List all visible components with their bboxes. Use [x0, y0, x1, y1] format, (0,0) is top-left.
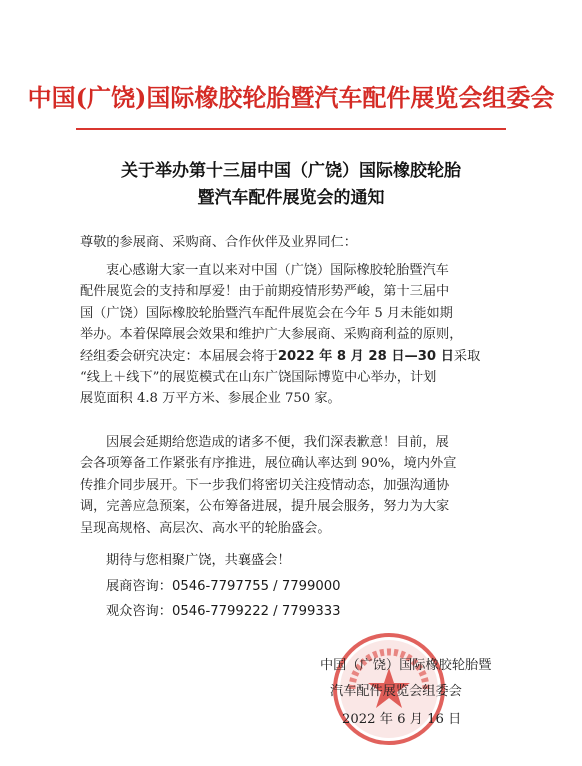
p2-line: 传推介同步展开。下一步我们将密切关注疫情动态，加强沟通协 [80, 477, 450, 493]
p1-line: 配件展览会的支持和厚爱！由于前期疫情形势严峻，第十三届中 [80, 284, 450, 300]
p1-line: 举办。本着保障展会效果和维护广大参展商、采购商利益的原则， [80, 327, 463, 343]
p2-line: 因展会延期给您造成的诸多不便，我们深表歉意！目前，展 [106, 435, 449, 450]
p2-line: 会各项筹备工作紧张有序推进，展位确认率达到 90%，境内外宣 [80, 456, 457, 472]
exhibitor-contact-phone: 0546-7797755 / 7799000 [171, 579, 341, 594]
visitor-contact [106, 601, 341, 622]
p2-line: 调，完善应急预案，公布筹备进展，提升展会服务，努力为大家 [80, 499, 450, 515]
signature-date: 2022 年 6 月 16 日 [342, 712, 462, 727]
header-divider [76, 128, 506, 130]
notice-title-line-1: 关于举办第十三届中国（广饶）国际橡胶轮胎 [121, 161, 461, 181]
p1-line: 国（广饶）国际橡胶轮胎暨汽车配件展览会在今年 5 月未能如期 [80, 305, 453, 321]
p1-line: 展览面积 4.8 万平方米、参展企业 750 家。 [80, 391, 341, 407]
p1-line: 经组委会研究决定：本届展会将于 [80, 348, 278, 364]
exhibitor-contact-label: 展商咨询： [106, 579, 172, 594]
visitor-contact-phone: 0546-7799222 / 7799333 [171, 604, 341, 619]
visitor-contact-label: 观众咨询： [106, 604, 172, 619]
organizer-header: 中国(广饶)国际橡胶轮胎暨汽车配件展览会组委会 [27, 83, 555, 112]
salutation-text: 尊敬的参展商、采购商、合作伙伴及业界同仁： [80, 235, 357, 250]
paragraph-1 [80, 260, 510, 410]
signature-organizer-line-1: 中国（广饶）国际橡胶轮胎暨 [320, 658, 492, 673]
salutation [80, 232, 510, 253]
p1-line-with-date [80, 346, 510, 367]
p2-line: 呈现高规格、高层次、高水平的轮胎盛会。 [80, 520, 331, 536]
p1-after-date: 采取 [453, 348, 481, 364]
event-date: 2022 年 8 月 28 日—30 日 [277, 348, 454, 364]
signature-organizer-line-2: 汽车配件展览会组委会 [330, 684, 462, 699]
p1-line: “线上＋线下”的展览模式在山东广饶国际博览中心举办，计划 [80, 370, 437, 386]
paragraph-2 [80, 432, 510, 539]
exhibitor-contact [106, 576, 341, 597]
closing-line: 期待与您相聚广饶，共襄盛会！ [106, 553, 291, 568]
p1-line: 衷心感谢大家一直以来对中国（广饶）国际橡胶轮胎暨汽车 [106, 263, 449, 278]
notice-title-line-2: 暨汽车配件展览会的通知 [197, 188, 385, 208]
